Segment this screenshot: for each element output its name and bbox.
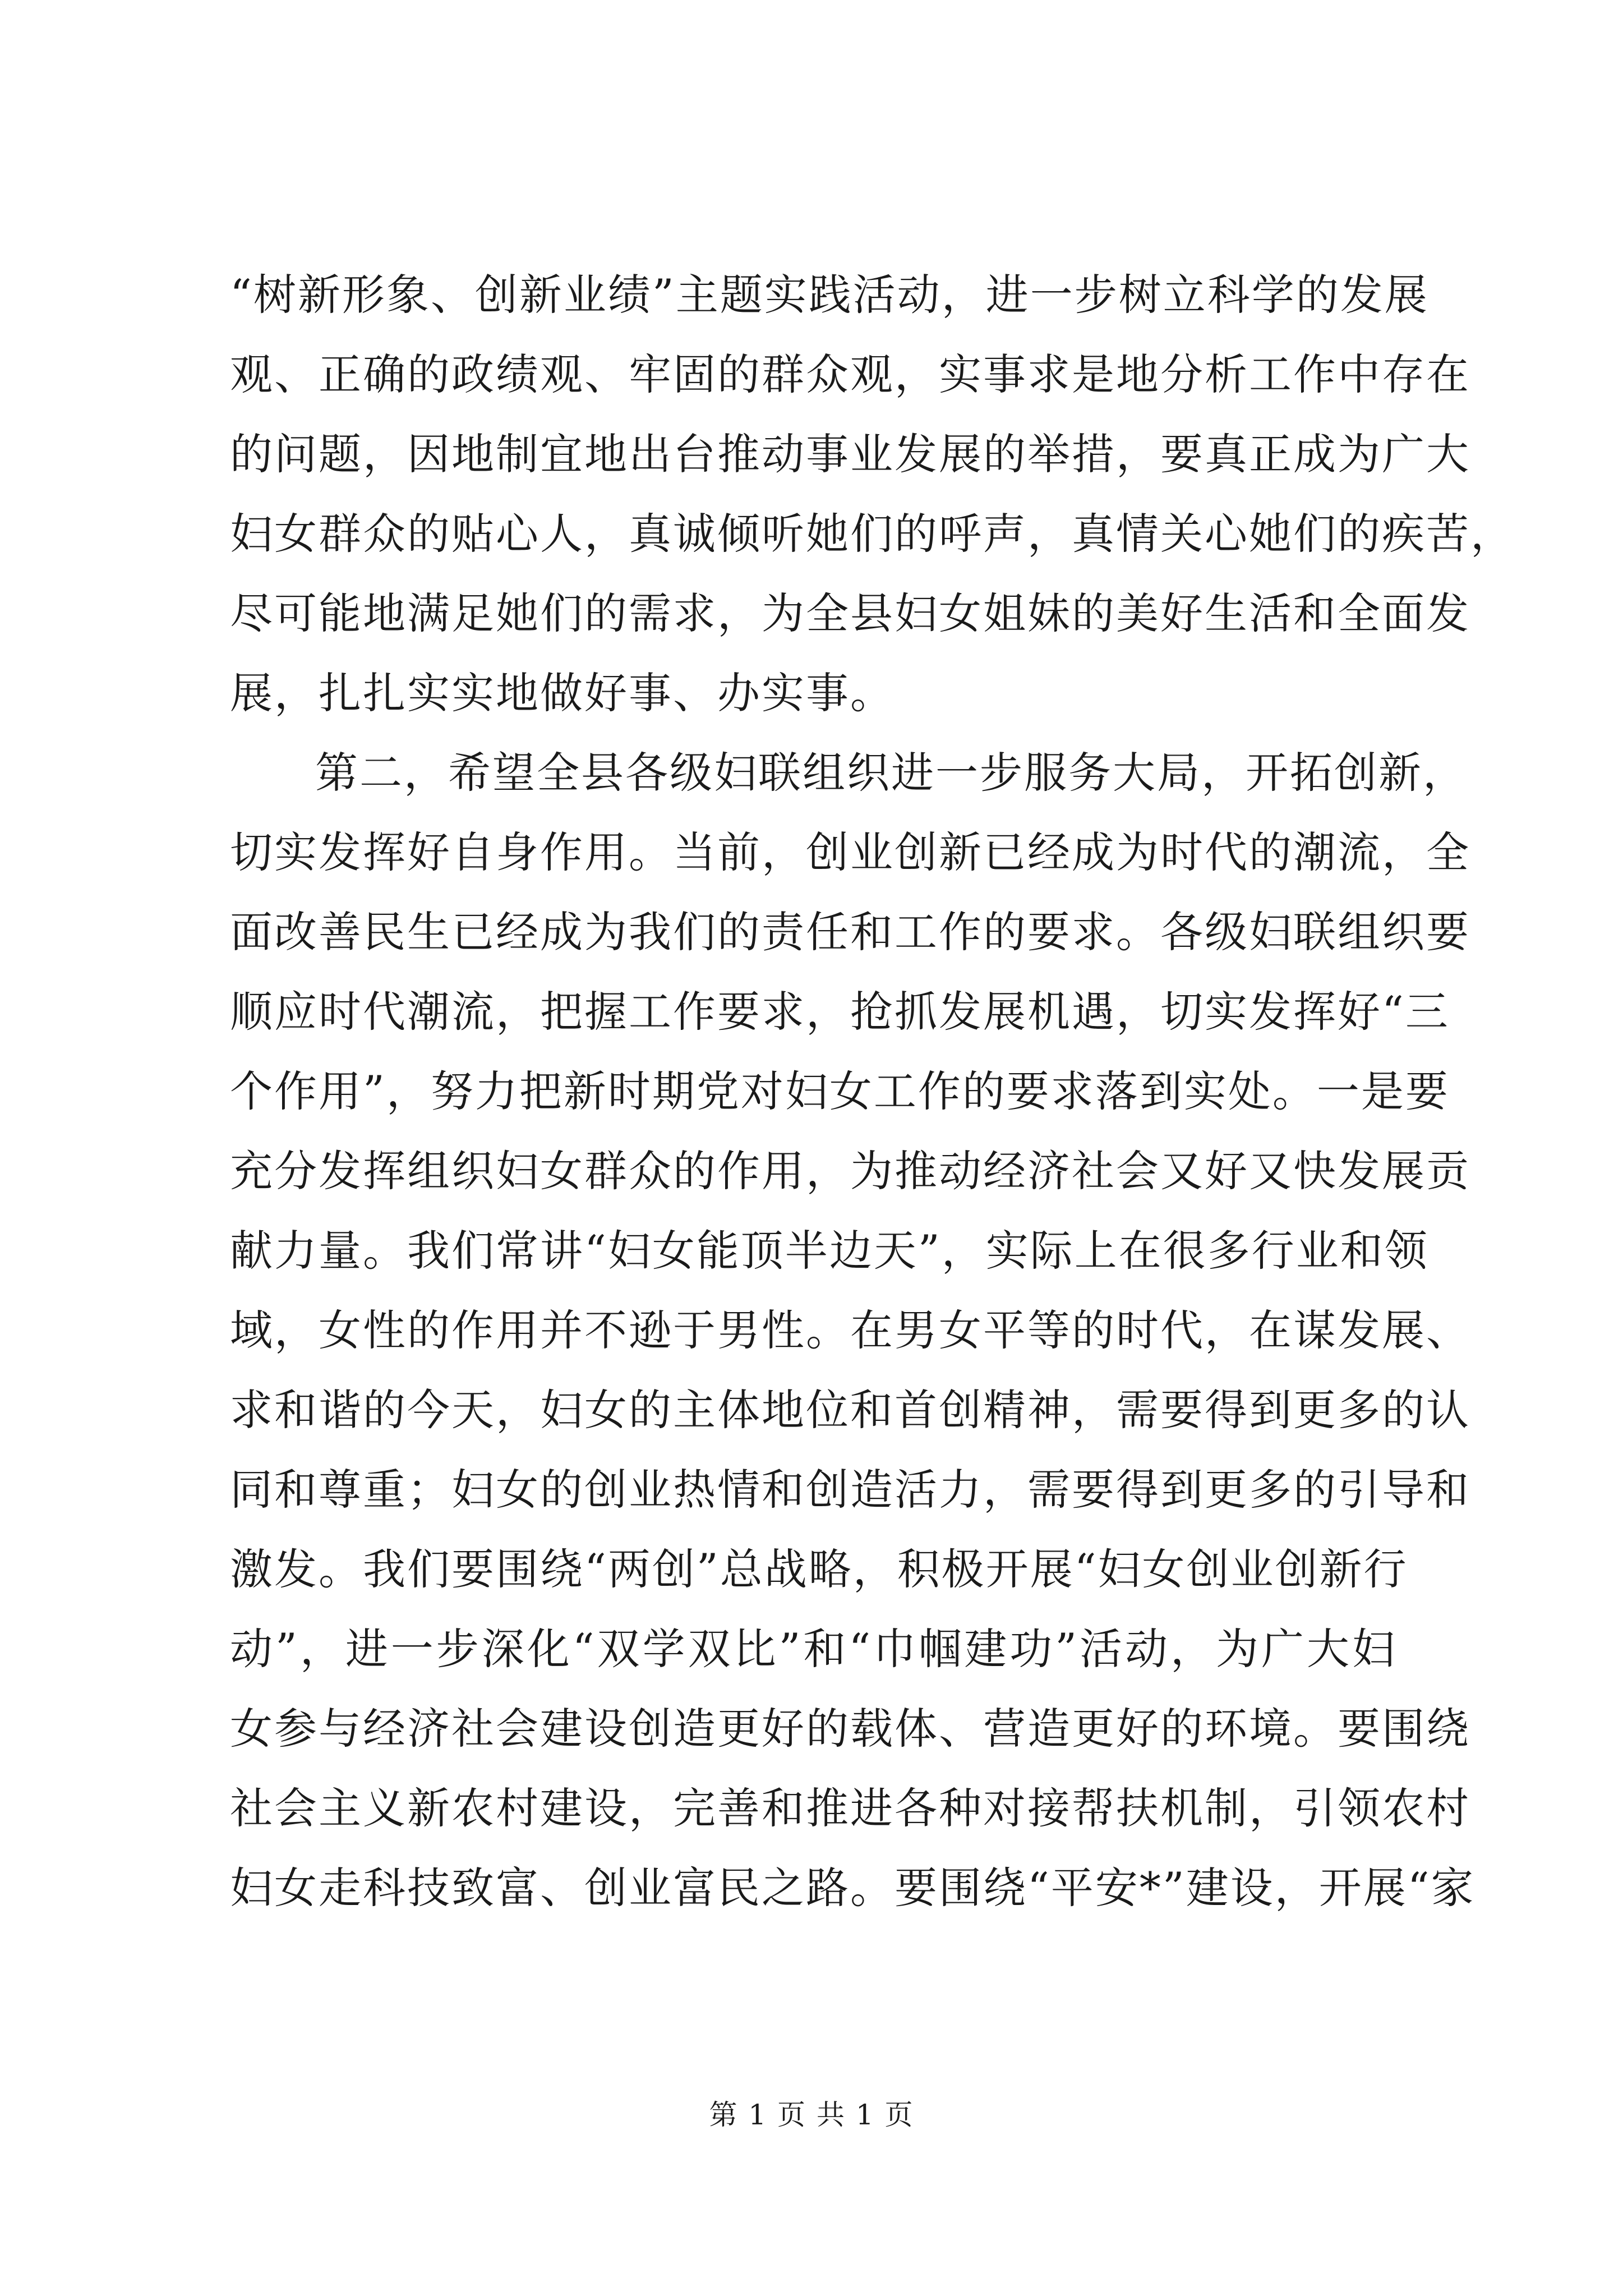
text-line: 顺应时代潮流，把握工作要求，抢抓发展机遇，切实发挥好“三 <box>230 987 1450 1037</box>
text-line: 同和尊重；妇女的创业热情和创造活力，需要得到更多的引导和 <box>230 1465 1470 1515</box>
paragraph-1 <box>230 255 1515 733</box>
text-line: 女参与经济社会建设创造更好的载体、营造更好的环境。要围绕 <box>230 1704 1470 1754</box>
text-line: “树新形象、创新业绩”主题实践活动，进一步树立科学的发展 <box>230 270 1429 320</box>
text-line: 个作用”，努力把新时期党对妇女工作的要求落到实处。一是要 <box>230 1066 1450 1116</box>
text-line: 社会主义新农村建设，完善和推进各种对接帮扶机制，引领农村 <box>230 1783 1470 1833</box>
text-line: 动”，进一步深化“双学双比”和“巾帼建功”活动，为广大妇 <box>230 1624 1396 1674</box>
text-line: 域，女性的作用并不逊于男性。在男女平等的时代，在谋发展、 <box>230 1305 1470 1355</box>
text-line: 献力量。我们常讲“妇女能顶半边天”，实际上在很多行业和领 <box>230 1226 1429 1276</box>
text-line: 求和谐的今天，妇女的主体地位和首创精神，需要得到更多的认 <box>230 1385 1470 1435</box>
text-line: 第二，希望全县各级妇联组织进一步服务大局，开拓创新， <box>315 748 1467 798</box>
paragraph-2 <box>230 733 1476 1928</box>
text-line: 尽可能地满足她们的需求，为全县妇女姐妹的美好生活和全面发 <box>230 588 1470 638</box>
text-line: 面改善民生已经成为我们的责任和工作的要求。各级妇联组织要 <box>230 907 1470 957</box>
text-line: 观、正确的政绩观、牢固的群众观，实事求是地分析工作中存在 <box>230 349 1470 399</box>
text-line: 切实发挥好自身作用。当前，创业创新已经成为时代的潮流，全 <box>230 827 1470 877</box>
text-line: 充分发挥组织妇女群众的作用，为推动经济社会又好又快发展贡 <box>230 1146 1470 1196</box>
page-footer <box>0 2092 1623 2137</box>
text-line: 激发。我们要围绕“两创”总战略，积极开展“妇女创业创新行 <box>230 1544 1408 1594</box>
text-line: 的问题，因地制宜地出台推动事业发展的举措，要真正成为广大 <box>230 429 1470 479</box>
document-body <box>230 255 1515 1928</box>
text-line: 妇女群众的贴心人，真诚倾听她们的呼声，真情关心她们的疾苦， <box>230 509 1515 559</box>
text-line: 展，扎扎实实地做好事、办实事。 <box>230 668 895 718</box>
text-line: 妇女走科技致富、创业富民之路。要围绕“平安*”建设，开展“家 <box>230 1863 1476 1913</box>
page-number-label: 第 1 页 共 1 页 <box>709 2099 914 2131</box>
